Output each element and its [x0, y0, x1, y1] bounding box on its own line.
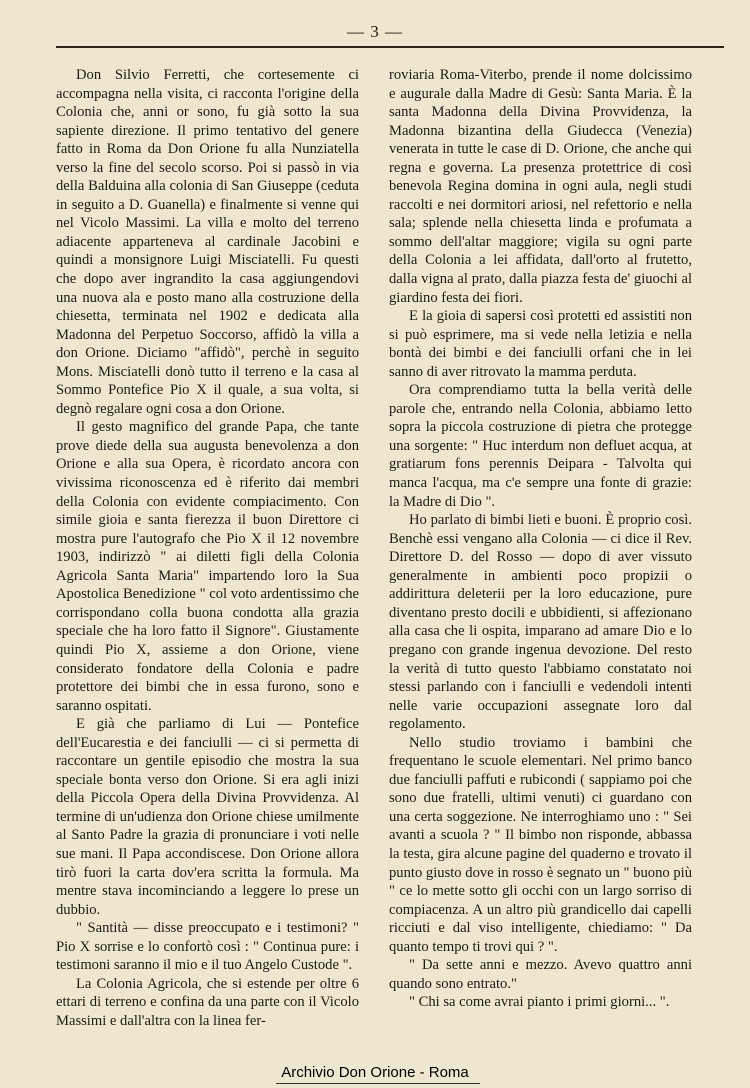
header-rule: [56, 46, 724, 48]
paragraph: roviaria Roma-Viterbo, prende il nome dolcissimo e augurale dalla Madre di Gesù: Santa Maria. È la santa Madonna della Divina Provvidenza, la Madonna bizantina della Giudecca (Venezia) venerata in tutte le case di D. Orione, che anche qui regna e governa. La presenza protettrice di così benevola Regina domina in ogni aula, negli studi raccolti e nei dormitori ariosi, nel refettorio e nella sala; splende nella chiesetta linda e profumata a sommo dell'altar maggiore; vigila su ogni parte della Colonia a lei affidata, dall'orto al frutetto, dalla vigna al prato, dalla piazza festa de' giuochi al giardino festa dei fiori.: [389, 67, 692, 306]
right-column: [389, 66, 692, 1012]
paragraph: E già che parliamo di Lui — Pontefice dell'Eucarestia e dei fanciulli — ci si permetta di raccontare un gentile episodio che mostra la sua speciale bonta verso don Orione. Si era agli inizi della Piccola Opera della Divina Provvidenza. Al termine di un'udienza don Orione chiese umilmente al Santo Padre la grazia di pronunciare i voti nelle sue mani. Il Papa accondiscese. Don Orione allora tirò fuori la carta dov'era scritta la formula. Ma mentre stava incominciando a leggere lo prese un dubbio.: [56, 716, 359, 918]
paragraph: " Chi sa come avrai pianto i primi giorni... ".: [409, 994, 670, 1011]
paragraph: " Da sette anni e mezzo. Avevo quattro anni quando sono entrato.": [389, 957, 692, 992]
left-column: [56, 66, 359, 1030]
archive-footer: Archivio Don Orione - Roma: [281, 1064, 469, 1081]
paragraph: La Colonia Agricola, che si estende per oltre 6 ettari di terreno e confina da una parte con il Vicolo Massimi e dall'altra con la linea fer-: [56, 975, 359, 1029]
paragraph: Ho parlato di bimbi lieti e buoni. È proprio così. Benchè essi vengano alla Colonia — ci dice il Rev. Direttore D. del Rosso — dopo di aver vissuto generalmente in ambienti poco propizii o addirittura deleterii per la loro educazione, pure diventano presto docili e ubbidienti, si affezionano alla casa che li ospita, imparano ad amare Dio e lo pregano con grande ingenua devozione. Del resto la verità di tutto questo l'abbiamo constatato noi stessi parlando con i fanciulli e vedendoli intenti nelle varie occupazioni assegnate loro dal regolamento.: [389, 512, 692, 733]
paragraph: Il gesto magnifico del grande Papa, che tante prove diede della sua augusta benevolenza a don Orione e alla sua Opera, è ricordato ancora con vivissima riconoscenza ed è riferito dai membri della Colonia con evidente compiacimento. Con simile gioia e santa fierezza il buon Direttore ci mostra pure l'autografo che Pio X il 12 novembre 1903, indirizzò " ai diletti figli della Colonia Agricola Santa Maria" impartendo loro la Sua Apostolica Benedizione " col voto ardentissimo che corrispondano colla buona condotta alla grazia speciale che ha loro fatto il Signore". Giustamente quindi Pio X, assieme a don Orione, viene considerato fondatore della Colonia e padre protettore dei bimbi che in essa furono, sono e saranno ospitati.: [56, 419, 359, 714]
paragraph: E la gioia di sapersi così protetti ed assistiti non si può esprimere, ma si vede nella letizia e nella bontà dei bimbi e dei fanciulli orfani che in lei sanno di aver ritrovato la mamma perduta.: [389, 308, 692, 380]
paragraph: Ora comprendiamo tutta la bella verità delle parole che, entrando nella Colonia, abbiamo letto sopra la piccola costruzione di pietra che protegge una sorgente: " Huc interdum non defluet acqua, at gratiarum fons perennis Deipara - Talvolta qui manca l'acqua, ma c'e sempre una fonte di grazie: la Madre di Dio ".: [389, 382, 692, 510]
paragraph: " Santità — disse preoccupato e i testimoni? " Pio X sorrise e lo confortò così : " Continua pure: i testimoni saranno il mio e il tuo Angelo Custode ".: [56, 920, 359, 974]
paragraph: Nello studio troviamo i bambini che frequentano le scuole elementari. Nel primo banco due fanciulli paffuti e rubicondi ( sappiamo poi che sono due fratelli, ultimi venuti) ci guardano con una certa soggezione. Ne interroghiamo uno : " Sei avanti a scuola ? " Il bimbo non risponde, abbassa la testa, gira alcune pagine del quaderno e trovato il punto giusto dove in rosso è segnato un " buono più " ce lo mette sotto gli occhi con un largo sorriso di compiacenza. A un altro più grandicello dai capelli ricciuti e dal viso intelligente, chiediamo: " Da quanto tempo ti trovi qui ? ".: [389, 734, 692, 955]
page-number: — 3 —: [347, 22, 403, 41]
paragraph: Don Silvio Ferretti, che cortesemente ci accompagna nella visita, ci racconta l'origine della Colonia che, anni or sono, fu già sotto la sua sapiente direzione. Il primo tentativo del genere fatto in Roma da Don Orione fu alla Nunziatella verso la fine del secolo scorso. Poi si passò in via della Balduina alla colonia di San Giuseppe (ceduta in seguito a D. Guanella) e finalmente si venne qui nel Vicolo Massimi. La villa e molto del terreno adiacente apparteneva al cardinale Jacobini e quindi a monsignore Luigi Misciatelli. Fu questi che dopo aver ingrandito la casa aggiungendovi una nuova ala e posto mano alla costruzione della chiesetta, terminata nel 1902 e dedicata alla Madonna del Perpetuo Soccorso, affidò la villa a don Orione. Diciamo "affidò", perchè in seguito Mons. Misciatelli donò tutto il terreno e la casa al Sommo Pontefice Pio X il quale, a sua volta, si degnò regalare ogni cosa a don Orione.: [56, 67, 359, 417]
footer-rule: [276, 1083, 480, 1084]
